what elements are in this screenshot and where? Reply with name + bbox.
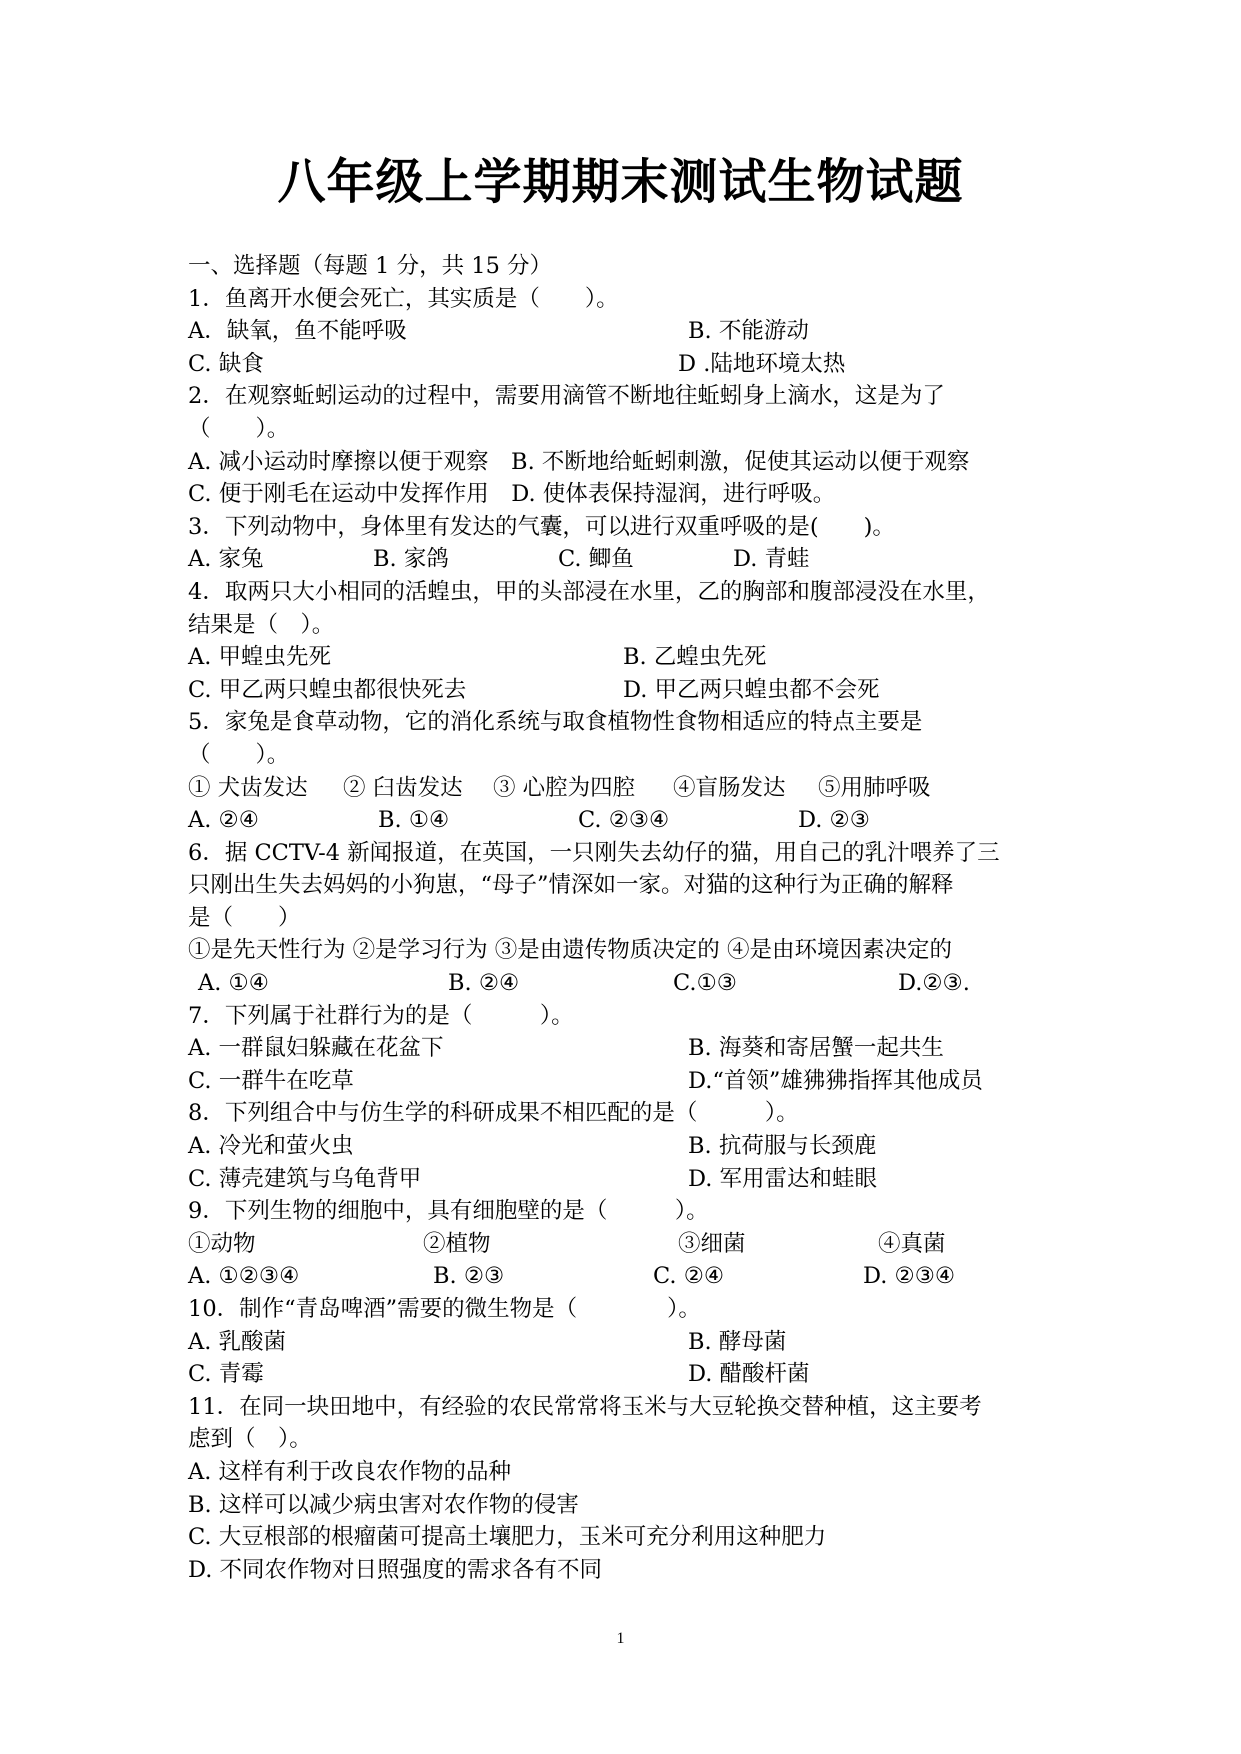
question-stem-continued: （ ）。 (188, 741, 290, 768)
option-c: C.①③ (673, 970, 737, 997)
statement-4: ④真菌 (878, 1230, 946, 1257)
option-c: C. 缺食 (188, 350, 264, 377)
option-c: C. 薄壳建筑与乌龟背甲 (188, 1165, 422, 1192)
option-c: C. ②④ (653, 1263, 725, 1290)
options-row (188, 967, 1058, 1000)
question-stem: 10．制作“青岛啤酒”需要的微生物是（ ）。 (188, 1296, 701, 1322)
statement-1: ① 犬齿发达 (188, 774, 308, 801)
options-row (188, 1358, 1058, 1391)
options-row (188, 1163, 1058, 1196)
option-c: C. ②③④ (578, 807, 670, 834)
option-d: D. 青蛙 (733, 546, 810, 573)
option-b: B. ①④ (378, 807, 450, 834)
statement-2: ②植物 (423, 1230, 491, 1257)
option-a: A. ②④ (188, 807, 259, 834)
question-stem: 3．下列动物中，身体里有发达的气囊，可以进行双重呼吸的是( )。 (188, 513, 895, 540)
question-stem: 11．在同一块田地中，有经验的农民常常将玉米与大豆轮换交替种植，这主要考 (188, 1393, 982, 1420)
option-b: B. 乙蝗虫先死 (623, 644, 767, 671)
option-a: A. 家兔 (188, 546, 264, 573)
option-d: D.“首领”雄狒狒指挥其他成员 (688, 1067, 983, 1094)
option-c: C. 大豆根部的根瘤菌可提高土壤肥力，玉米可充分利用这种肥力 (188, 1524, 827, 1551)
option-b: B. 这样可以减少病虫害对农作物的侵害 (188, 1491, 579, 1518)
statement-5: ⑤用肺呼吸 (818, 774, 931, 801)
option-d: D. ②③④ (863, 1263, 956, 1290)
question-stem-continued: 结果是（ ）。 (188, 611, 335, 638)
section-heading: 一、选择题（每题 1 分，共 15 分） (188, 253, 553, 279)
options-row (188, 348, 1058, 381)
question-stem-continued: 虑到（ ）。 (188, 1426, 312, 1453)
question-stem-continued: 是（ ） (188, 904, 301, 931)
question-stem: 8．下列组合中与仿生学的科研成果不相匹配的是（ ）。 (188, 1100, 799, 1127)
options-row (188, 315, 1058, 348)
options-row (188, 1065, 1058, 1098)
options-row (188, 804, 1058, 837)
statement-4: ④盲肠发达 (673, 774, 786, 801)
option-a: A. 乳酸菌 (188, 1328, 287, 1355)
question-list (188, 250, 1058, 1586)
option-d: D. ②③ (798, 807, 870, 834)
options-row (188, 1326, 1058, 1359)
option-b: B. 海葵和寄居蟹一起共生 (688, 1035, 944, 1062)
options-row (188, 1130, 1058, 1163)
option-a: A. 这样有利于改良农作物的品种 (188, 1458, 512, 1485)
option-c: C. 一群牛在吃草 (188, 1067, 354, 1094)
question-stem: 7．下列属于社群行为的是（ ）。 (188, 1002, 574, 1029)
question-stem-continued: 只刚出生失去妈妈的小狗崽，“母子”情深如一家。对猫的这种行为正确的解释 (188, 872, 954, 899)
statement-1: ①动物 (188, 1230, 256, 1257)
options-row (188, 543, 1058, 576)
option-a: A. ①④ (198, 970, 269, 997)
option-b: B. ②③ (433, 1263, 505, 1290)
option-b: B. 不能游动 (688, 318, 809, 345)
option-a: A. ①②③④ (188, 1263, 300, 1290)
question-stem: 9．下列生物的细胞中，具有细胞壁的是（ ）。 (188, 1198, 709, 1225)
option-a: A．缺氧，鱼不能呼吸 (188, 318, 407, 345)
options-row (188, 641, 1058, 674)
option-c: C. 甲乙两只蝗虫都很快死去 (188, 676, 467, 703)
statement-3: ③细菌 (678, 1230, 746, 1257)
page-title: 八年级上学期期末测试生物试题 (277, 154, 964, 210)
option-b: B. 抗荷服与长颈鹿 (688, 1133, 877, 1160)
option-c: C. 鲫鱼 (558, 546, 634, 573)
page-number: 1 (616, 1630, 625, 1647)
option-b: B. ②④ (448, 970, 520, 997)
options-row (188, 674, 1058, 707)
statement-3: ③ 心腔为四腔 (493, 774, 636, 801)
option-d: D.②③. (898, 970, 970, 997)
option-a: A. 冷光和萤火虫 (188, 1133, 354, 1160)
option-d: D. 醋酸杆菌 (688, 1361, 810, 1388)
option-a: A. 一群鼠妇躲藏在花盆下 (188, 1035, 444, 1062)
question-stem: 2．在观察蚯蚓运动的过程中，需要用滴管不断地往蚯蚓身上滴水，这是为了 (188, 383, 945, 410)
option-a: A. 甲蝗虫先死 (188, 644, 332, 671)
option-d: D .陆地环境太热 (678, 350, 846, 377)
statement-row (188, 1228, 1058, 1261)
options-row (188, 1032, 1058, 1065)
statement-2: ② 臼齿发达 (343, 774, 463, 801)
options-row (188, 1260, 1058, 1293)
option-c: C. 青霉 (188, 1361, 264, 1388)
question-stem: 5．家兔是食草动物，它的消化系统与取食植物性食物相适应的特点主要是 (188, 709, 923, 736)
question-stem: 6．据 CCTV-4 新闻报道，在英国，一只刚失去幼仔的猫，用自己的乳汁喂养了三 (188, 839, 1000, 866)
statement-row (188, 772, 1058, 805)
option-d: D. 军用雷达和蛙眼 (688, 1165, 878, 1192)
options-cd: C. 便于刚毛在运动中发挥作用 D. 使体表保持湿润，进行呼吸。 (188, 481, 836, 508)
statement-line: ①是先天性行为 ②是学习行为 ③是由遗传物质决定的 ④是由环境因素决定的 (188, 937, 952, 964)
option-b: B. 家鸽 (373, 546, 449, 573)
question-stem-continued: （ ）。 (188, 415, 290, 442)
option-d: D. 不同农作物对日照强度的需求各有不同 (188, 1556, 603, 1583)
question-stem: 4．取两只大小相同的活蝗虫，甲的头部浸在水里，乙的胸部和腹部浸没在水里， (188, 578, 990, 605)
options-ab: A. 减小运动时摩擦以便于观察 B. 不断地给蚯蚓刺激，促使其运动以便于观察 (188, 448, 970, 475)
option-d: D. 甲乙两只蝗虫都不会死 (623, 676, 880, 703)
question-stem: 1．鱼离开水便会死亡，其实质是（ ）。 (188, 285, 619, 312)
option-b: B. 酵母菌 (688, 1328, 787, 1355)
